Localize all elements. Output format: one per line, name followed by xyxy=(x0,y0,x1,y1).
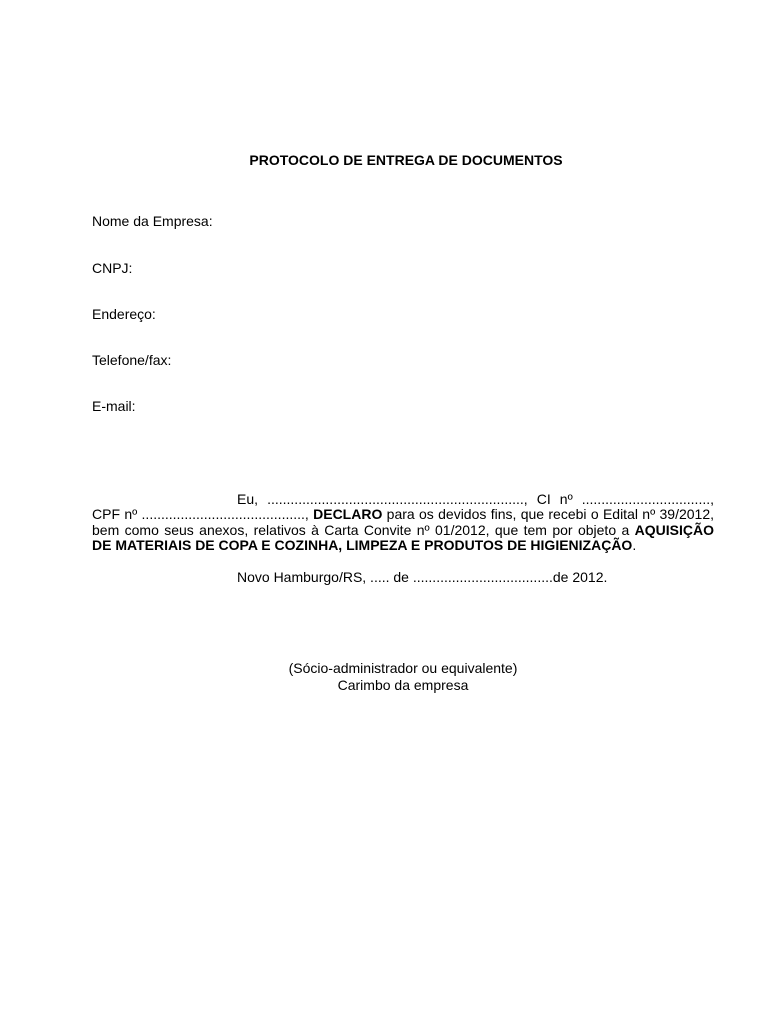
declaration-edital-text: para os devidos fins, que recebi o Edital nº 39/2012, xyxy=(382,506,714,523)
company-name-label: Nome da Empresa: xyxy=(92,213,213,229)
declaration-line-4 xyxy=(92,538,714,553)
signature-stamp: Carimbo da empresa xyxy=(337,677,469,693)
address-label: Endereço: xyxy=(92,306,156,322)
declaration-object: DE MATERIAIS DE COPA E COZINHA, LIMPEZA E PRODUTOS DE HIGIENIZAÇÃO xyxy=(92,536,633,553)
document-title: PROTOCOLO DE ENTREGA DE DOCUMENTOS xyxy=(249,152,563,168)
declaration-cpf-text: CPF nº .........................................., xyxy=(92,506,314,523)
phone-fax-label: Telefone/fax: xyxy=(92,352,172,368)
declaration-paragraph xyxy=(92,492,714,553)
declaration-aquisicao: AQUISIÇÃO xyxy=(634,521,714,538)
declaration-period: . xyxy=(632,536,637,553)
declaration-annex-text: bem como seus anexos, relativos à Carta Convite nº 01/2012, que tem por objeto a xyxy=(92,521,635,538)
declaration-line-3 xyxy=(92,523,714,538)
declaration-line-2 xyxy=(92,507,714,522)
declaration-line-1: Eu, .................................................................., CI nº ................................., xyxy=(237,491,714,507)
city-date-line: Novo Hamburgo/RS, ..... de ....................................de 2012. xyxy=(237,569,608,585)
email-label: E-mail: xyxy=(92,398,136,414)
declaration-declaro: DECLARO xyxy=(313,506,383,523)
signature-role: (Sócio-administrador ou equivalente) xyxy=(288,660,518,676)
cnpj-label: CNPJ: xyxy=(92,260,133,276)
